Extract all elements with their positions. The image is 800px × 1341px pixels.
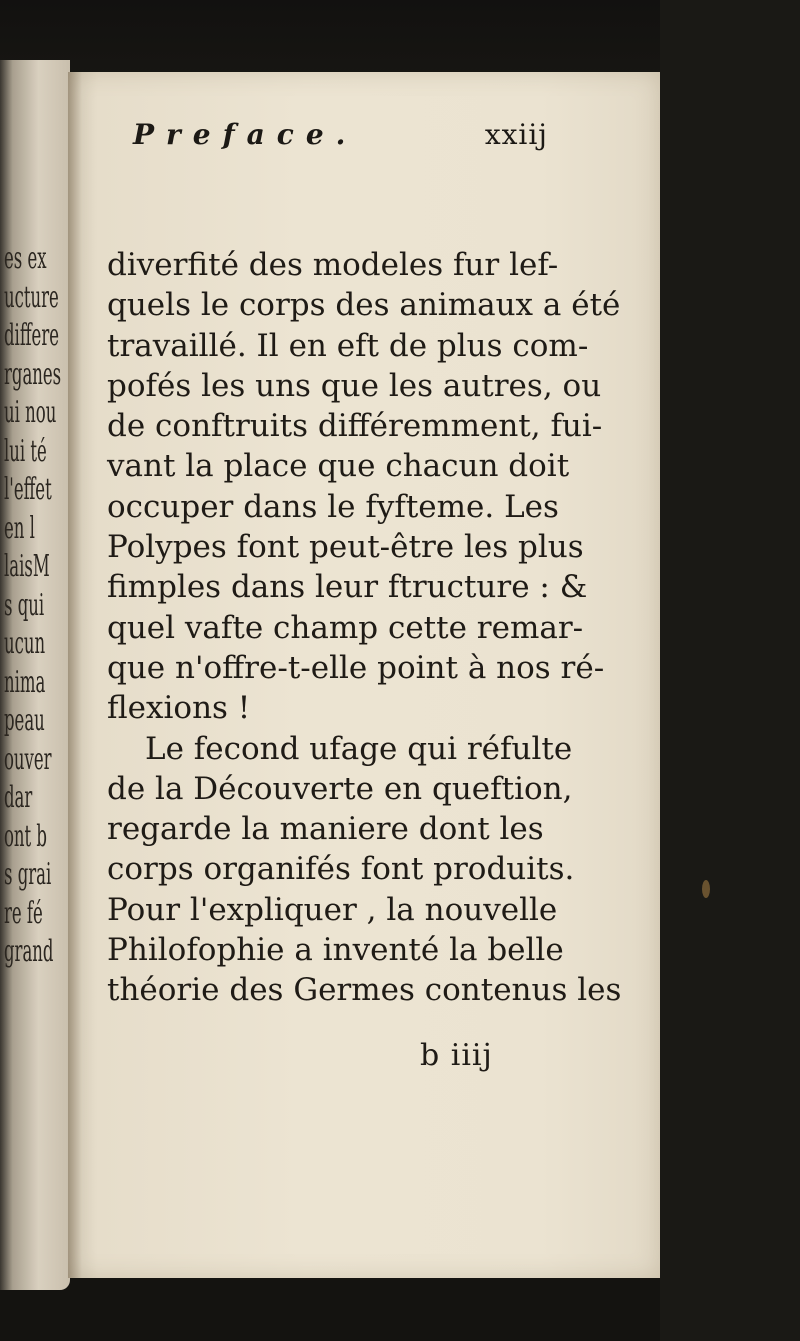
text-line: théorie des Germes contenus les xyxy=(107,972,622,1009)
fragment-line: ont b xyxy=(4,818,48,854)
fragment-line: nima xyxy=(4,664,46,700)
text-line: fimples dans leur ftructure : & xyxy=(107,569,588,606)
text-line: Polypes font peut-être les plus xyxy=(107,529,584,566)
text-line: occuper dans le fyfteme. Les xyxy=(107,488,559,525)
fragment-line: lui té xyxy=(4,433,47,469)
body-text xyxy=(107,245,622,1011)
adjacent-page xyxy=(0,60,70,1290)
text-line: flexions ! xyxy=(107,690,251,727)
fragment-line: dar xyxy=(4,780,33,815)
fragment-line: es ex xyxy=(4,241,47,276)
fragment-line: ucture xyxy=(4,279,59,315)
signature-mark: b iiij xyxy=(420,1038,493,1073)
page-number: xxiij xyxy=(484,118,548,151)
fragment-line: grand xyxy=(4,934,54,969)
text-line: Le fecond ufage qui réfulte xyxy=(145,730,573,767)
text-line: vant la place que chacun doit xyxy=(107,448,570,485)
text-line: pofés les uns que les autres, ou xyxy=(107,367,602,404)
text-line: de la Découverte en queftion, xyxy=(107,770,573,807)
text-line: corps organifés font produits. xyxy=(107,851,575,888)
fragment-line: rganes xyxy=(4,356,62,392)
text-line: Pour l'expliquer , la nouvelle xyxy=(107,891,558,928)
fragment-line: ui nou xyxy=(4,395,57,430)
adjacent-page-text xyxy=(4,240,62,972)
fragment-line: ucun xyxy=(4,626,46,661)
text-line: travaillé. Il en eft de plus com- xyxy=(107,327,589,364)
right-background xyxy=(660,0,800,1341)
text-line: que n'offre-t-elle point à nos ré- xyxy=(107,649,605,686)
fragment-line: en l xyxy=(4,510,35,546)
fragment-line: ouver xyxy=(4,741,52,777)
text-line: regarde la maniere dont les xyxy=(107,811,544,848)
fragment-line: s qui xyxy=(4,587,45,623)
text-line: quel vafte champ cette remar- xyxy=(107,609,584,646)
fragment-line: laisM xyxy=(4,549,50,584)
fragment-line: peau xyxy=(4,703,45,738)
page-header xyxy=(133,118,548,151)
fragment-line: re fé xyxy=(4,895,43,931)
fragment-line: s grai xyxy=(4,857,52,892)
text-line: quels le corps des animaux a été xyxy=(107,287,621,324)
fragment-line: l'effet xyxy=(4,472,52,507)
text-line: de conftruits différemment, fui- xyxy=(107,408,603,445)
fragment-line: differe xyxy=(4,318,59,353)
text-line: Philofophie a inventé la belle xyxy=(107,932,564,969)
running-title: Preface. xyxy=(133,118,358,151)
text-line: diverfité des modeles fur lef- xyxy=(107,247,559,283)
paper-stain xyxy=(702,880,710,898)
